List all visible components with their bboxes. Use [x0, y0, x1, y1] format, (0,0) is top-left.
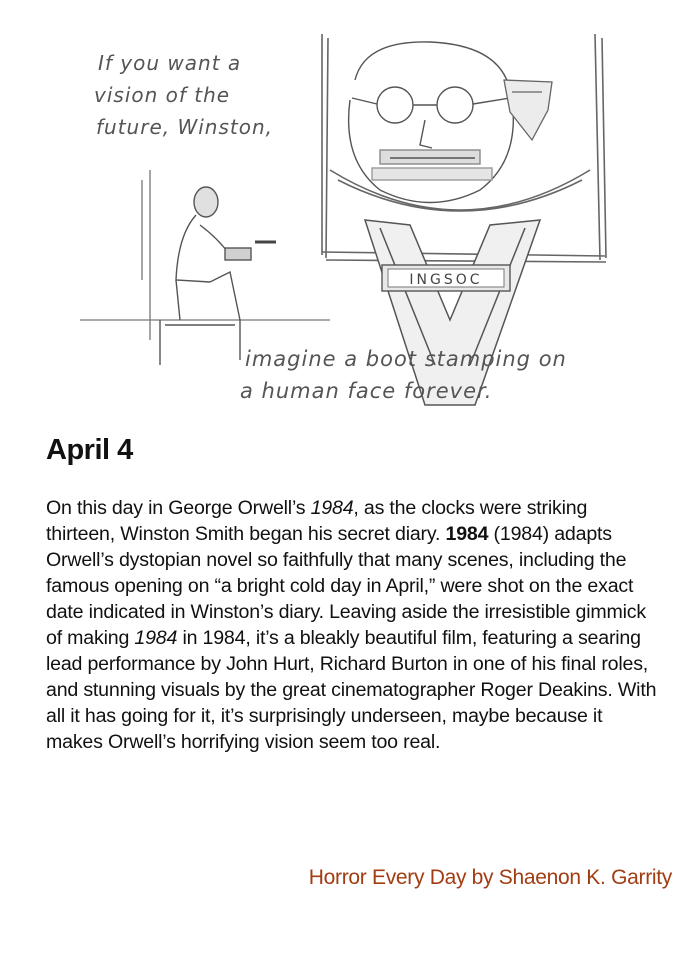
- body-segment-1: On this day in George Orwell’s: [46, 497, 311, 519]
- caption-bottom-line-1: imagine a boot stamping on: [245, 347, 567, 371]
- ingsoc-label: INGSOC: [409, 272, 483, 288]
- body-segment-3: (1984) adapts Orwell’s dystopian novel so faithfully that many scenes, including the famous opening on “a bright cold day in April,” were shot on the exact date indicated in Winston’s diary. Leaving aside the irresistible gimmick of making: [46, 523, 646, 649]
- ingsoc-v: [365, 220, 540, 405]
- caption-top-line-1: If you want a: [98, 51, 242, 75]
- caption-top-line-3: future, Winston,: [96, 115, 274, 139]
- winston-figure: [160, 187, 251, 365]
- entry-date: April 4: [46, 434, 133, 466]
- ingsoc-sign: [382, 265, 510, 291]
- caption-top-line-2: vision of the: [94, 83, 231, 107]
- film-title: 1984: [445, 523, 489, 545]
- credit-line: Horror Every Day by Shaenon K. Garrity: [308, 866, 672, 889]
- illustration-drawing: [80, 20, 620, 415]
- body-segment-4: in 1984, it’s a bleakly beautiful film, featuring a searing lead performance by John Hurt, Richard Burton in one of his final roles, and stunning visuals by the great cinematographer Roger Deakins. With all it has going for it, it’s surprisingly underseen, maybe because it makes Orwell’s horrifying vision seem too real.: [46, 627, 657, 753]
- big-brother-face: [349, 42, 514, 203]
- v-emblem: [504, 80, 552, 140]
- body-segment-2: , as the clocks were striking thirteen, Winston Smith began his secret diary.: [46, 497, 588, 545]
- entry-body: [46, 495, 658, 755]
- film-title-italic: 1984: [134, 627, 178, 649]
- pencil-illustration: [80, 20, 620, 415]
- caption-bottom-line-2: a human face forever.: [240, 379, 493, 403]
- novel-title: 1984: [310, 497, 354, 519]
- telescreen: [322, 34, 606, 262]
